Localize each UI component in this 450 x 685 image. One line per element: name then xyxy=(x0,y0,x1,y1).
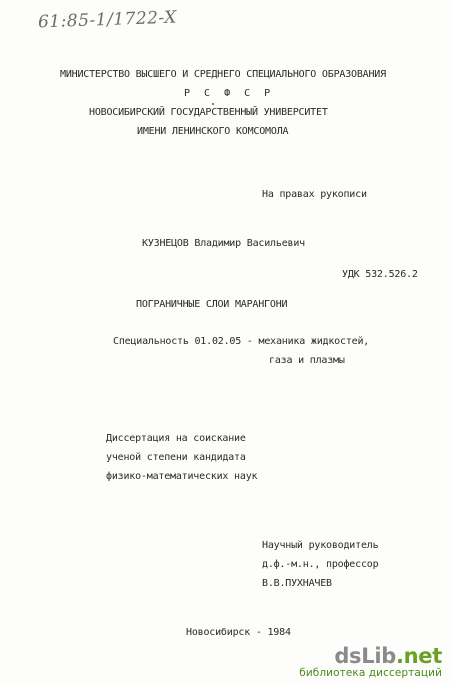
ministry-line: МИНИСТЕРСТВО ВЫСШЕГО И СРЕДНЕГО СПЕЦИАЛЬНОГО ОБРАЗОВАНИЯ xyxy=(60,69,386,80)
specialty-line-2: газа и плазмы xyxy=(269,355,345,366)
dissertation-line-2: ученой степени кандидата xyxy=(106,452,246,463)
site-watermark xyxy=(299,645,442,679)
university-name-line: ИМЕНИ ЛЕНИНСКОГО КОМСОМОЛА xyxy=(137,126,289,137)
page-speck xyxy=(212,103,214,105)
advisor-degree: д.ф.-м.н., профессор xyxy=(262,559,379,570)
dissertation-title: ПОГРАНИЧНЫЕ СЛОИ МАРАНГОНИ xyxy=(136,299,288,310)
udk-code: УДК 532.526.2 xyxy=(342,269,418,280)
advisor-role: Научный руководитель xyxy=(262,540,379,551)
watermark-subtitle: библиотека диссертаций xyxy=(299,667,442,679)
watermark-logo: dsLib.net xyxy=(334,644,442,668)
dissertation-line-3: физико-математических наук xyxy=(106,471,258,482)
handwritten-catalog-code: 61:85-1/1722-X xyxy=(37,7,178,33)
city-year: Новосибирск - 1984 xyxy=(186,627,291,638)
advisor-name: В.В.ПУХНАЧЕВ xyxy=(262,578,332,589)
specialty-line-1: Специальность 01.02.05 - механика жидкостей, xyxy=(113,336,370,347)
university-line: НОВОСИБИРСКИЙ ГОСУДАРСТВЕННЫЙ УНИВЕРСИТЕТ xyxy=(89,107,328,118)
dissertation-line-1: Диссертация на соискание xyxy=(106,433,246,444)
author-name: КУЗНЕЦОВ Владимир Васильевич xyxy=(142,238,305,249)
rights-notice: На правах рукописи xyxy=(262,189,367,200)
country-line: Р С Ф С Р xyxy=(184,88,275,99)
